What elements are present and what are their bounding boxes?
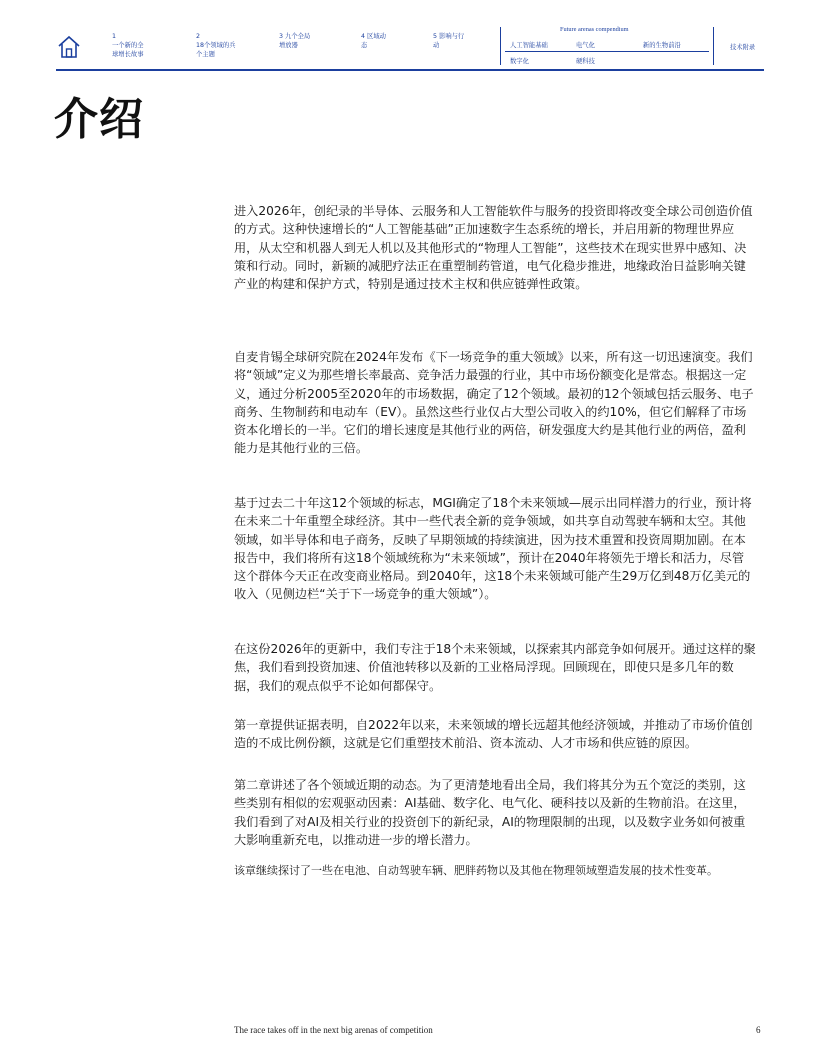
nav-item-appendix[interactable]: 技术附录 bbox=[730, 44, 756, 51]
nav-divider bbox=[500, 27, 501, 65]
nav-item-chapter-3[interactable] bbox=[279, 32, 310, 50]
body-paragraph: 自麦肯锡全球研究院在2024年发布《下一场竞争的重大领域》以来，所有这一切迅速演变。我们将“领域”定义为那些增长率最高、竞争活力最强的行业，其中市场份额变化是常态。根据这一定义，通过分析2005至2020年的市场数据，确定了12个领域。最初的12个领域包括云服务、电子商务、生物制药和电动车（EV）。虽然这些行业仅占大型公司收入的约10%，但它们解释了市场资本化增长的一半。它们的增长速度是其他行业的两倍，研发强度大约是其他行业的两倍，盈利能力是其他行业的三倍。 bbox=[234, 350, 754, 456]
compendium-rule bbox=[505, 51, 709, 52]
body-paragraph: 进入2026年，创纪录的半导体、云服务和人工智能软件与服务的投资即将改变全球公司创造价值的方式。这种快速增长的“人工智能基础”正加速数字生态系统的增长，并启用新的物理世界应用，从太空和机器人到无人机以及其他形式的“物理人工智能”，这些技术在现实世界中感知、决策和行动。同时，新颖的减肥疗法正在重塑制药管道，电气化稳步推进，地缘政治日益影响关键产业的构建和保护方式，特别是通过技术主权和供应链弹性政策。 bbox=[234, 204, 753, 292]
body-paragraph: 基于过去二十年这12个领域的标志，MGI确定了18个未来领域—展示出同样潜力的行业，预计将在未来二十年重塑全球经济。其中一些代表全新的竞争领域，如共享自动驾驶车辆和太空。其他领域，如半导体和电子商务，反映了早期领域的持续演进，因为技术重置和投资周期加剧。在本报告中，我们将所有这18个领域统称为“未来领域”，预计在2040年将领先于增长和活力，尽管这个群体今天正在改变商业格局。到2040年，这18个未来领域可能产生29万亿到48万亿美元的收入（见侧边栏“关于下一场竞争的重大领域”）。 bbox=[234, 496, 752, 602]
nav-item-label: 区域动 态 bbox=[361, 33, 386, 49]
compendium-item-hard-tech[interactable]: 硬科技 bbox=[576, 58, 595, 65]
nav-item-number: 2 bbox=[196, 33, 201, 40]
header-rule bbox=[56, 69, 764, 71]
compendium-item-digitization[interactable]: 数字化 bbox=[510, 58, 529, 65]
body-paragraph: 在这份2026年的更新中，我们专注于18个未来领域，以探索其内部竞争如何展开。通过这样的聚焦，我们看到投资加速、价值池转移以及新的工业格局浮现。回顾现在，即使只是多几年的数据，我们的观点似乎不论如何都保守。 bbox=[234, 642, 756, 693]
nav-item-number: 4 bbox=[361, 33, 366, 40]
compendium-item-electrification[interactable]: 电气化 bbox=[576, 42, 595, 49]
nav-item-chapter-1[interactable] bbox=[112, 32, 143, 59]
nav-item-number: 3 bbox=[279, 33, 284, 40]
nav-item-chapter-4[interactable] bbox=[361, 32, 386, 50]
nav-item-chapter-2[interactable] bbox=[196, 32, 236, 59]
nav-item-chapter-5[interactable] bbox=[433, 32, 464, 50]
nav-item-number: 1 bbox=[112, 33, 117, 40]
body-paragraph: 第一章提供证据表明，自2022年以来，未来领域的增长远超其他经济领域，并推动了市场价值创造的不成比例份额，这就是它们重塑技术前沿、资本流动、人才市场和供应链的原因。 bbox=[234, 718, 753, 751]
nav-divider bbox=[713, 27, 714, 65]
nav-item-label: 一个新的全 球增长故事 bbox=[112, 42, 144, 58]
compendium-item-ai-foundations[interactable]: 人工智能基础 bbox=[510, 42, 548, 49]
page-number: 6 bbox=[756, 1025, 761, 1035]
body-paragraph: 第二章讲述了各个领域近期的动态。为了更清楚地看出全局，我们将其分为五个宽泛的类别，这些类别有相似的宏观驱动因素：AI基础、数字化、电气化、硬科技以及新的生物前沿。在这里，我们看到了对AI及相关行业的投资创下的新纪录，AI的物理限制的出现，以及数字业务如何被重大影响重新充电，以推动进一步的增长潜力。 bbox=[234, 778, 746, 847]
nav-item-label: 18个领域的兵 个主题 bbox=[196, 42, 236, 58]
compendium-title: Future arenas compendium bbox=[560, 26, 629, 33]
home-icon[interactable] bbox=[56, 34, 82, 60]
nav-item-label: 九个全局 增放器 bbox=[279, 33, 311, 49]
nav-item-number: 5 bbox=[433, 33, 438, 40]
footer-title: The race takes off in the next big arenas of competition bbox=[234, 1025, 433, 1035]
compendium-item-bio-frontier[interactable]: 新的生物前沿 bbox=[643, 42, 681, 49]
body-paragraph: 该章继续探讨了一些在电池、自动驾驶车辆、肥胖药物以及其他在物理领域塑造发展的技术性变革。 bbox=[234, 864, 718, 877]
nav-item-label: 影响与行 动 bbox=[433, 33, 465, 49]
page-title: 介绍 bbox=[54, 94, 144, 145]
